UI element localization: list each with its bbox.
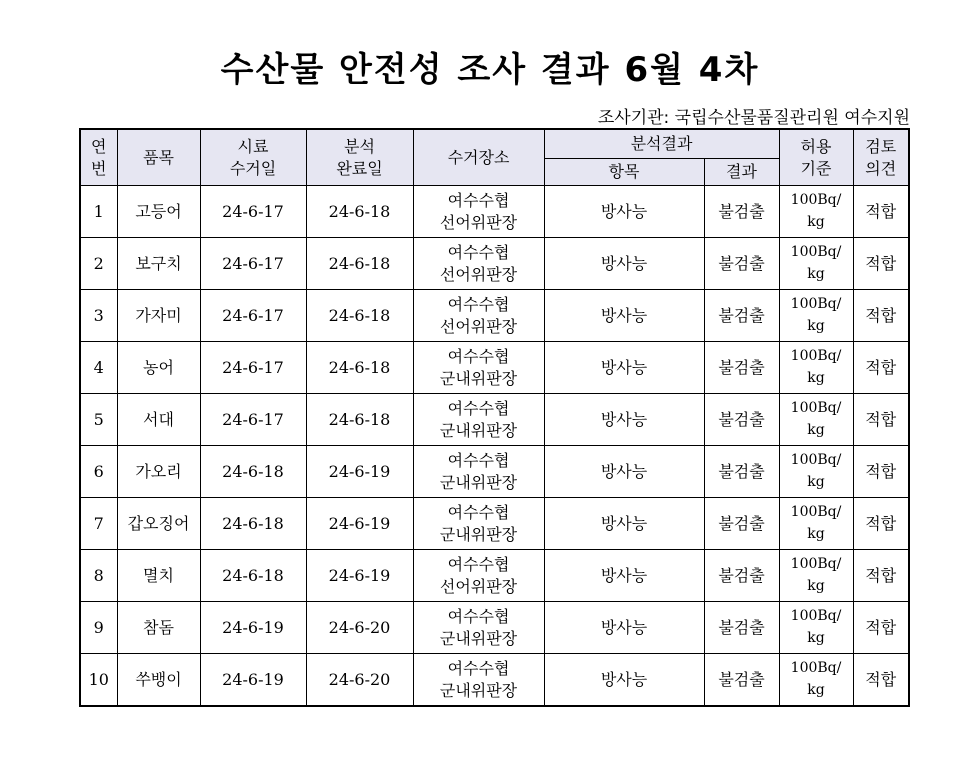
cell-item: 가자미 [117, 290, 200, 342]
cell-no: 2 [80, 238, 117, 290]
header-collect-date: 시료 수거일 [200, 129, 306, 186]
cell-item: 참돔 [117, 602, 200, 654]
cell-limit [779, 342, 853, 394]
cell-result: 불검출 [704, 394, 779, 446]
table-row [80, 290, 909, 342]
cell-no: 1 [80, 186, 117, 238]
cell-result: 불검출 [704, 654, 779, 707]
cell-no: 7 [80, 498, 117, 550]
cell-collect-date: 24-6-18 [200, 498, 306, 550]
cell-result: 불검출 [704, 290, 779, 342]
cell-place [413, 290, 544, 342]
cell-place [413, 498, 544, 550]
cell-place [413, 186, 544, 238]
table-row [80, 602, 909, 654]
cell-limit-line: kg [807, 629, 825, 646]
cell-limit-line: 100Bq/ [790, 659, 842, 676]
cell-limit [779, 186, 853, 238]
cell-no: 3 [80, 290, 117, 342]
cell-result: 불검출 [704, 602, 779, 654]
cell-limit [779, 446, 853, 498]
cell-place [413, 550, 544, 602]
header-opinion: 검토 의견 [853, 129, 909, 186]
cell-collect-date: 24-6-19 [200, 654, 306, 707]
cell-no: 8 [80, 550, 117, 602]
table-row [80, 446, 909, 498]
cell-no: 6 [80, 446, 117, 498]
cell-place-line: 여수수협 [447, 398, 510, 418]
cell-place-line: 여수수협 [447, 450, 510, 470]
cell-limit-line: kg [807, 577, 825, 594]
cell-analysis-date: 24-6-18 [306, 394, 413, 446]
cell-place-line: 선어위판장 [439, 212, 518, 232]
cell-place-line: 여수수협 [447, 502, 510, 522]
cell-place [413, 238, 544, 290]
cell-collect-date: 24-6-17 [200, 238, 306, 290]
table-row [80, 342, 909, 394]
cell-analysis-date: 24-6-18 [306, 186, 413, 238]
cell-limit [779, 394, 853, 446]
cell-limit-line: 100Bq/ [790, 503, 842, 520]
cell-opinion: 적합 [853, 238, 909, 290]
cell-item: 서대 [117, 394, 200, 446]
cell-opinion: 적합 [853, 550, 909, 602]
cell-limit-line: 100Bq/ [790, 451, 842, 468]
cell-collect-date: 24-6-17 [200, 394, 306, 446]
cell-item: 멸치 [117, 550, 200, 602]
cell-limit-line: 100Bq/ [790, 295, 842, 312]
cell-place [413, 446, 544, 498]
cell-limit-line: 100Bq/ [790, 347, 842, 364]
cell-analysis-date: 24-6-20 [306, 654, 413, 707]
cell-limit-line: kg [807, 525, 825, 542]
cell-collect-date: 24-6-17 [200, 342, 306, 394]
cell-result: 불검출 [704, 238, 779, 290]
cell-limit-line: kg [807, 421, 825, 438]
table-row [80, 550, 909, 602]
cell-place-line: 군내위판장 [439, 524, 518, 544]
cell-opinion: 적합 [853, 290, 909, 342]
header-result-group: 분석결과 [544, 129, 779, 159]
cell-test-item: 방사능 [544, 446, 704, 498]
cell-limit [779, 602, 853, 654]
cell-opinion: 적합 [853, 186, 909, 238]
cell-limit-line: kg [807, 213, 825, 230]
cell-result: 불검출 [704, 550, 779, 602]
cell-limit-line: kg [807, 317, 825, 334]
cell-place-line: 군내위판장 [439, 472, 518, 492]
cell-limit [779, 290, 853, 342]
cell-place-line: 군내위판장 [439, 628, 518, 648]
cell-collect-date: 24-6-18 [200, 446, 306, 498]
cell-collect-date: 24-6-17 [200, 186, 306, 238]
table-row [80, 186, 909, 238]
cell-place-line: 군내위판장 [439, 368, 518, 388]
cell-test-item: 방사능 [544, 654, 704, 707]
cell-place-line: 여수수협 [447, 606, 510, 626]
cell-test-item: 방사능 [544, 550, 704, 602]
cell-limit-line: 100Bq/ [790, 191, 842, 208]
cell-analysis-date: 24-6-20 [306, 602, 413, 654]
cell-limit-line: 100Bq/ [790, 555, 842, 572]
cell-item: 보구치 [117, 238, 200, 290]
cell-limit-line: 100Bq/ [790, 399, 842, 416]
cell-place-line: 선어위판장 [439, 264, 518, 284]
cell-analysis-date: 24-6-19 [306, 550, 413, 602]
cell-limit-line: kg [807, 473, 825, 490]
header-result: 결과 [704, 159, 779, 186]
cell-no: 9 [80, 602, 117, 654]
cell-place-line: 선어위판장 [439, 576, 518, 596]
cell-result: 불검출 [704, 342, 779, 394]
cell-test-item: 방사능 [544, 602, 704, 654]
cell-limit [779, 498, 853, 550]
cell-limit-line: kg [807, 681, 825, 698]
cell-place-line: 여수수협 [447, 294, 510, 314]
cell-item: 가오리 [117, 446, 200, 498]
cell-result: 불검출 [704, 186, 779, 238]
cell-analysis-date: 24-6-18 [306, 342, 413, 394]
cell-limit-line: kg [807, 265, 825, 282]
table-row [80, 654, 909, 707]
cell-limit-line: 100Bq/ [790, 607, 842, 624]
cell-test-item: 방사능 [544, 342, 704, 394]
header-test-item: 항목 [544, 159, 704, 186]
cell-result: 불검출 [704, 446, 779, 498]
header-item: 품목 [117, 129, 200, 186]
results-table [79, 128, 910, 707]
cell-place-line: 여수수협 [447, 242, 510, 262]
cell-limit [779, 550, 853, 602]
cell-item: 쑤뱅이 [117, 654, 200, 707]
cell-analysis-date: 24-6-18 [306, 290, 413, 342]
cell-place-line: 군내위판장 [439, 420, 518, 440]
cell-place-line: 여수수협 [447, 346, 510, 366]
cell-item: 농어 [117, 342, 200, 394]
cell-place [413, 394, 544, 446]
cell-place-line: 선어위판장 [439, 316, 518, 336]
cell-analysis-date: 24-6-19 [306, 446, 413, 498]
cell-place-line: 군내위판장 [439, 680, 518, 700]
cell-test-item: 방사능 [544, 238, 704, 290]
cell-limit [779, 654, 853, 707]
cell-limit-line: kg [807, 369, 825, 386]
cell-opinion: 적합 [853, 446, 909, 498]
page-title: 수산물 안전성 조사 결과 6월 4차 [220, 50, 760, 90]
cell-test-item: 방사능 [544, 290, 704, 342]
cell-item: 고등어 [117, 186, 200, 238]
header-limit: 허용 기준 [779, 129, 853, 186]
cell-result: 불검출 [704, 498, 779, 550]
cell-analysis-date: 24-6-19 [306, 498, 413, 550]
agency-label: 조사기관: 국립수산물품질관리원 여수지원 [597, 108, 910, 128]
cell-opinion: 적합 [853, 342, 909, 394]
cell-test-item: 방사능 [544, 498, 704, 550]
header-analysis-date: 분석 완료일 [306, 129, 413, 186]
cell-collect-date: 24-6-17 [200, 290, 306, 342]
cell-no: 4 [80, 342, 117, 394]
cell-test-item: 방사능 [544, 186, 704, 238]
cell-opinion: 적합 [853, 394, 909, 446]
cell-place [413, 602, 544, 654]
cell-place [413, 342, 544, 394]
cell-test-item: 방사능 [544, 394, 704, 446]
cell-limit-line: 100Bq/ [790, 243, 842, 260]
cell-item: 갑오징어 [117, 498, 200, 550]
cell-place [413, 654, 544, 707]
table-row [80, 238, 909, 290]
cell-opinion: 적합 [853, 602, 909, 654]
cell-collect-date: 24-6-18 [200, 550, 306, 602]
table-row [80, 498, 909, 550]
cell-collect-date: 24-6-19 [200, 602, 306, 654]
header-no: 연 번 [80, 129, 117, 186]
cell-no: 10 [80, 654, 117, 707]
cell-opinion: 적합 [853, 654, 909, 707]
header-place: 수거장소 [413, 129, 544, 186]
cell-no: 5 [80, 394, 117, 446]
cell-limit [779, 238, 853, 290]
cell-place-line: 여수수협 [447, 554, 510, 574]
table-row [80, 394, 909, 446]
cell-place-line: 여수수협 [447, 658, 510, 678]
cell-place-line: 여수수협 [447, 190, 510, 210]
cell-opinion: 적합 [853, 498, 909, 550]
cell-analysis-date: 24-6-18 [306, 238, 413, 290]
